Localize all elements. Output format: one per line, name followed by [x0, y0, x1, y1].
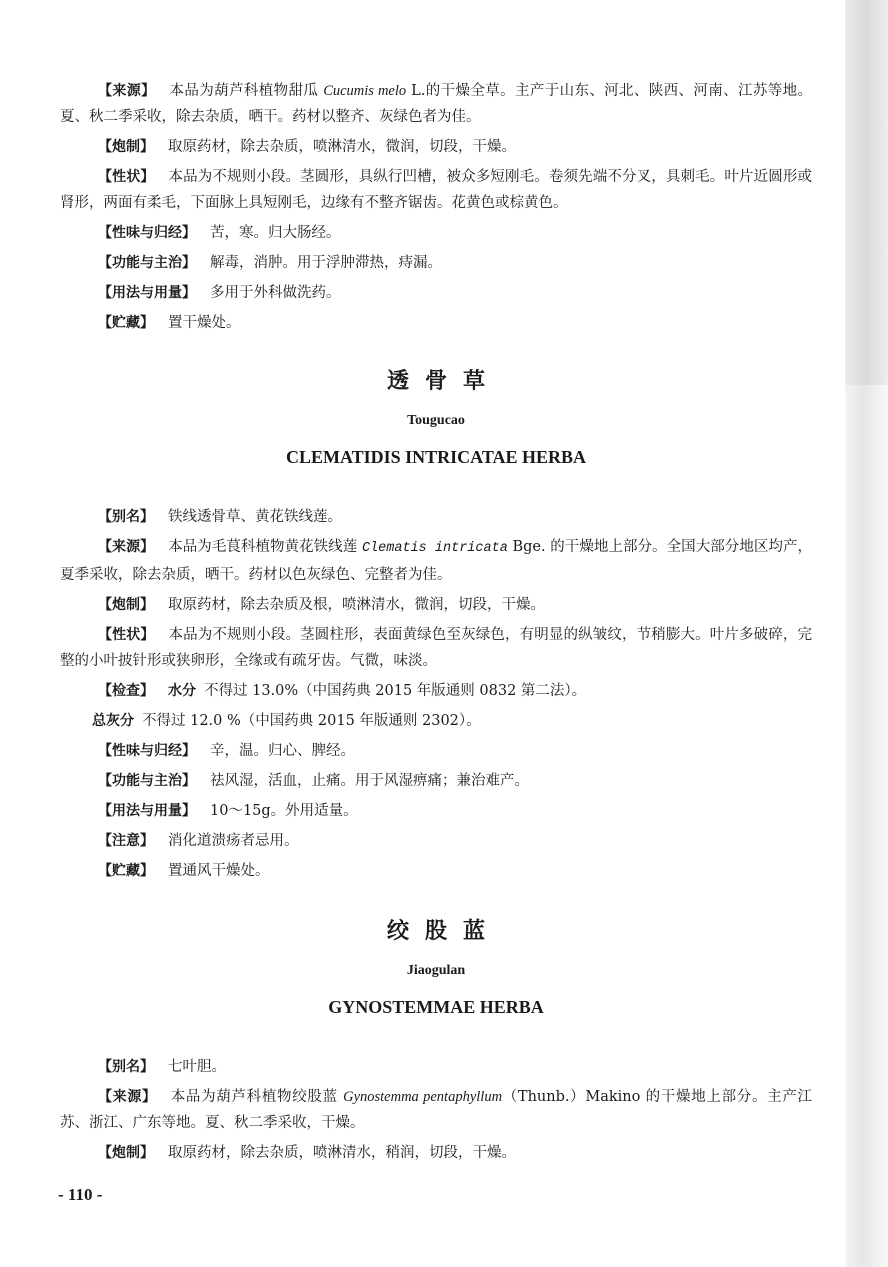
label-ash: 总灰分 [92, 713, 134, 729]
entry2-title-cn: 透骨草 [386, 369, 501, 394]
label-traits: 【性状】 [98, 169, 155, 185]
entry2-source: 【来源】 本品为毛茛科植物黄花铁线莲 Clematis intricata Bge. 的干燥地上部分。全国大部分地区均产，夏季采收，除去杂质，晒干。药材以色灰绿色、完整者为佳。 [60, 539, 813, 583]
entry3-source: 【来源】 本品为葫芦科植物绞股蓝 Gynostemma pentaphyllum（Thunb.）Makino 的干燥地上部分。主产江苏、浙江、广东等地。夏、秋二季采收，干燥。 [60, 1089, 813, 1131]
page-edge-shadow [845, 0, 888, 1267]
entry2-storage: 【贮藏】 置通风干燥处。 [98, 863, 270, 879]
label-moisture: 水分 [168, 683, 196, 699]
label-caution: 【注意】 [98, 833, 154, 849]
label-check: 【检查】 [98, 683, 154, 699]
entry3-title-pinyin: Jiaogulan [406, 963, 466, 978]
label-storage: 【贮藏】 [98, 863, 154, 879]
entry1-process: 【炮制】 取原药材，除去杂质，喷淋清水，微润，切段，干燥。 [98, 139, 516, 155]
entry2-function: 【功能与主治】 祛风湿，活血，止痛。用于风湿痹痛；兼治难产。 [98, 773, 529, 789]
entry1-nature: 【性味与归经】 苦，寒。归大肠经。 [98, 225, 341, 241]
label-alias: 【别名】 [98, 509, 154, 525]
latin-name: Gynostemma pentaphyllum [343, 1089, 503, 1105]
label-source: 【来源】 [98, 1089, 157, 1105]
page-edge-dark [845, 0, 888, 385]
label-process: 【炮制】 [98, 1145, 154, 1161]
entry2-alias: 【别名】 铁线透骨草、黄花铁线莲。 [98, 509, 342, 525]
entry1-source: 【来源】 本品为葫芦科植物甜瓜 Cucumis melo L.的干燥全草。主产于山东、河北、陕西、河南、江苏等地。夏、秋二季采收，除去杂质，晒干。药材以整齐、灰绿色者为佳。 [60, 83, 813, 125]
label-alias: 【别名】 [98, 1059, 154, 1075]
entry2-nature: 【性味与归经】 辛，温。归心、脾经。 [98, 743, 355, 759]
label-source: 【来源】 [98, 83, 156, 99]
entry2-usage: 【用法与用量】 10～15g。外用适量。 [98, 803, 358, 819]
latin-name: Clematis intricata [361, 541, 508, 556]
label-traits: 【性状】 [98, 627, 155, 643]
entry2-ash: 总灰分 不得过 12.0 %（中国药典 2015 年版通则 2302）。 [92, 713, 481, 729]
label-source: 【来源】 [98, 539, 155, 555]
label-function: 【功能与主治】 [98, 773, 196, 789]
entry2-title-pinyin: Tougucao [407, 413, 465, 428]
entry3-alias: 【别名】 七叶胆。 [98, 1059, 226, 1075]
entry2-traits: 【性状】 本品为不规则小段。茎圆柱形，表面黄绿色至灰绿色，有明显的纵皱纹，节稍膨大。叶片多破碎，完整的小叶披针形或狭卵形，全缘或有疏牙齿。气微，味淡。 [60, 627, 813, 669]
page-number: - 110 - [58, 1185, 103, 1204]
entry2-title-latin: CLEMATIDIS INTRICATAE HERBA [285, 447, 587, 467]
entry1-storage: 【贮藏】 置干燥处。 [98, 315, 241, 331]
entry3-title-cn: 绞股蓝 [386, 919, 501, 944]
label-usage: 【用法与用量】 [98, 285, 196, 301]
latin-name: Cucumis melo [323, 83, 407, 99]
entry2-check: 【检查】 水分 不得过 13.0%（中国药典 2015 年版通则 0832 第二法）。 [98, 683, 587, 699]
entry1-traits: 【性状】 本品为不规则小段。茎圆形，具纵行凹槽，被众多短刚毛。卷须先端不分叉，具刺毛。叶片近圆形或肾形，两面有柔毛，下面脉上具短刚毛，边缘有不整齐锯齿。花黄色或棕黄色。 [60, 169, 813, 211]
label-process: 【炮制】 [98, 139, 154, 155]
label-function: 【功能与主治】 [98, 255, 196, 271]
label-nature: 【性味与归经】 [98, 743, 196, 759]
entry1-function: 【功能与主治】 解毒，消肿。用于浮肿滞热，痔漏。 [98, 255, 442, 271]
entry2-caution: 【注意】 消化道溃疡者忌用。 [98, 833, 299, 849]
label-nature: 【性味与归经】 [98, 225, 196, 241]
label-process: 【炮制】 [98, 597, 154, 613]
label-usage: 【用法与用量】 [98, 803, 196, 819]
label-storage: 【贮藏】 [98, 315, 154, 331]
entry3-title-latin: GYNOSTEMMAE HERBA [328, 997, 544, 1017]
page-content [60, 78, 812, 1166]
entry2-process: 【炮制】 取原药材，除去杂质及根，喷淋清水，微润，切段，干燥。 [98, 597, 545, 613]
entry1-usage: 【用法与用量】 多用于外科做洗药。 [98, 285, 341, 301]
entry3-process: 【炮制】 取原药材，除去杂质，喷淋清水，稍润，切段，干燥。 [98, 1145, 516, 1161]
